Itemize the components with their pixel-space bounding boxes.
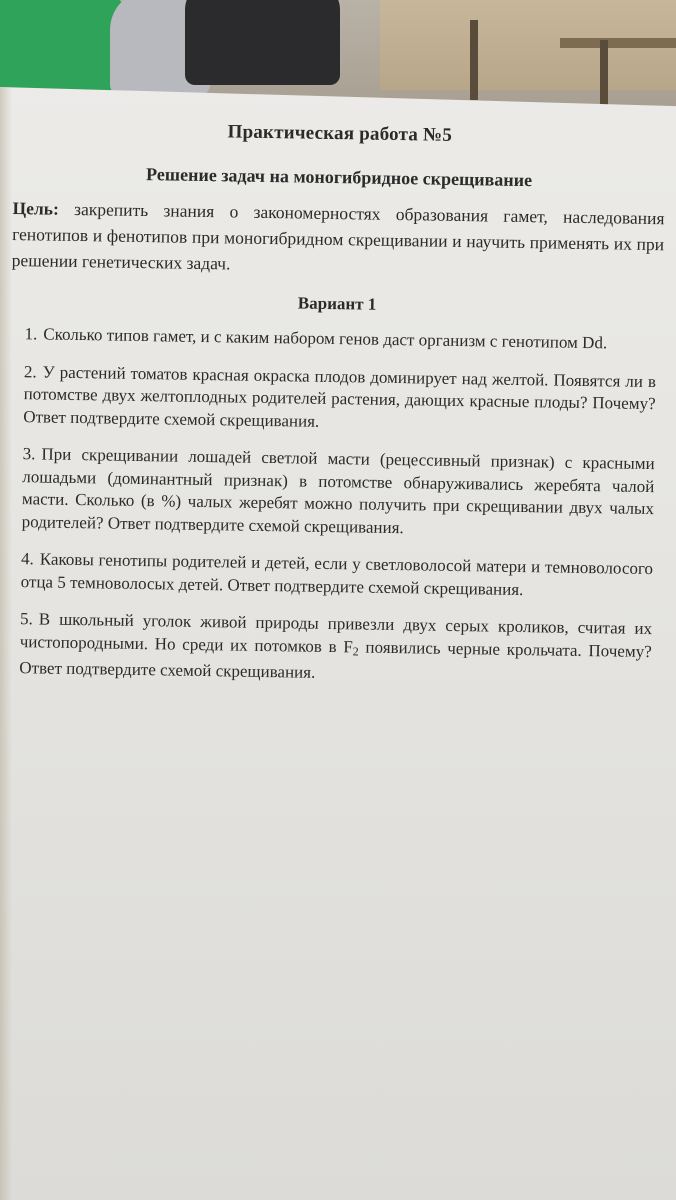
task-item — [7, 548, 660, 603]
desk-edge — [560, 38, 676, 48]
task-text: Каковы генотипы родителей и детей, если у светловолосой матери и темноволосого отца 5 темноволосых детей. Ответ подтвердите схемой скрещивания. — [20, 549, 654, 599]
task-number: 2. — [23, 361, 37, 381]
task-number: 4. — [20, 549, 34, 569]
task-text: При скрещивании лошадей светлой масти (рецессивный признак) с красными лошадьми (доминантный признак) в потомстве обнаруживались жеребята чалой масти. Сколько (в %) чалых жеребят можно получить при скрещивании двух чалых родителей? Ответ подтвердите схемой скрещивания. — [21, 444, 655, 537]
task-list — [5, 323, 663, 690]
task-item — [5, 608, 658, 690]
task-item — [10, 323, 662, 356]
task-item — [9, 360, 662, 438]
task-text: У растений томатов красная окраска плодов доминирует над желтой. Появятся ли в потомстве двух желтоплодных родителей растения, дающих красные плоды? Почему? Ответ подтвердите схемой скрещивания. — [23, 361, 657, 431]
page-title: Практическая работа №5 — [227, 121, 453, 146]
task-number: 5. — [19, 609, 34, 629]
variant-heading: Вариант 1 — [297, 293, 377, 314]
task-text: Сколько типов гамет, и с каким набором генов даст организм с генотипом Dd. — [43, 324, 608, 353]
task-number: 1. — [24, 324, 38, 344]
student-dark-jacket — [185, 0, 340, 85]
task-text-part: В школьный уголок живой природы привезли двух серых кроликов, считая их чистопородными. Но среди их потомков в F — [19, 609, 653, 656]
task-text-part: появились черные крольчата. Почему? Ответ подтвердите схемой скрещивания. — [19, 636, 652, 682]
goal-paragraph — [12, 195, 665, 283]
task-item — [7, 443, 660, 543]
task-number: 3. — [22, 444, 36, 464]
desk-leg — [600, 40, 608, 110]
desk-leg — [470, 20, 478, 100]
goal-text: закрепить знания о закономерностях образования гамет, наследования генотипов и фенотипов при моногибридном скрещивании и научить применять их при решении генетических задач. — [11, 198, 665, 274]
page-subtitle: Решение задач на моногибридное скрещивание — [145, 164, 533, 191]
worksheet-content — [5, 118, 666, 705]
goal-label: Цель: — [12, 197, 60, 219]
subscript: 2 — [352, 643, 359, 658]
